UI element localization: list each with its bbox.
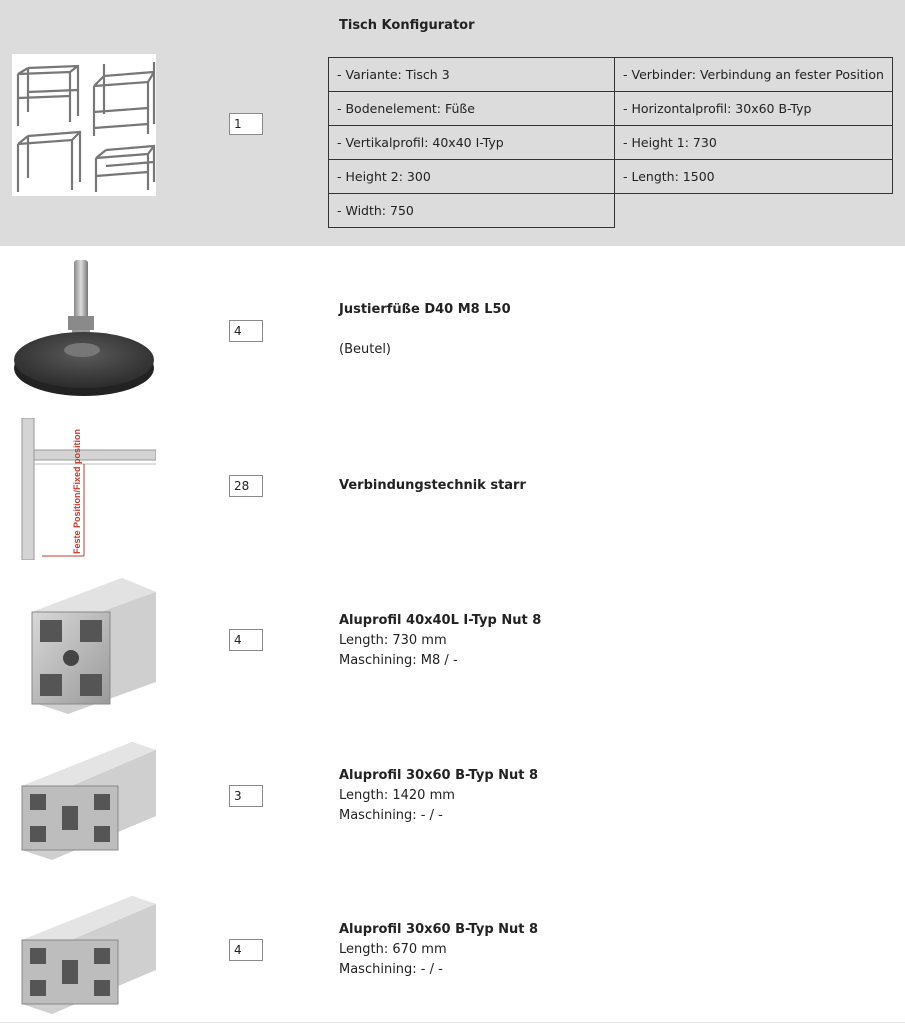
options-row xyxy=(329,194,893,228)
item-name: Aluprofil 30x60 B-Typ Nut 8 xyxy=(339,922,539,937)
options-row xyxy=(329,160,893,194)
fixed-position-label: Feste Position/Fixed position xyxy=(72,428,82,554)
option-height-1: - Height 1: 730 xyxy=(615,126,893,160)
item-row-aluprofil-30x60-1420 xyxy=(0,722,905,876)
item-quantity-input[interactable] xyxy=(229,629,263,651)
option-variante: - Variante: Tisch 3 xyxy=(329,58,615,92)
option-bodenelement: - Bodenelement: Füße xyxy=(329,92,615,126)
option-width: - Width: 750 xyxy=(329,194,615,228)
item-length: Length: 730 mm xyxy=(339,633,447,648)
item-info xyxy=(339,920,538,980)
item-quantity-input[interactable] xyxy=(229,475,263,497)
connector-drawing xyxy=(12,418,156,560)
konfigurator-title: Tisch Konfigurator xyxy=(339,18,475,33)
option-verbinder: - Verbinder: Verbindung an fester Position xyxy=(615,58,893,92)
konfigurator-quantity-input[interactable] xyxy=(229,113,263,135)
leveling-foot-icon xyxy=(12,256,156,404)
option-horizontalprofil: - Horizontalprofil: 30x60 B-Typ xyxy=(615,92,893,126)
options-row xyxy=(329,126,893,160)
item-row-aluprofil-30x60-670 xyxy=(0,876,905,1022)
item-name: Aluprofil 30x60 B-Typ Nut 8 xyxy=(339,768,539,783)
aluprofil-30x60-icon xyxy=(12,890,156,1022)
item-quantity-input[interactable] xyxy=(229,785,263,807)
aluprofil-30x60-icon xyxy=(12,736,156,868)
item-info xyxy=(339,611,541,671)
option-height-2: - Height 2: 300 xyxy=(329,160,615,194)
item-quantity-input[interactable] xyxy=(229,939,263,961)
item-length: Length: 1420 mm xyxy=(339,788,455,803)
option-length: - Length: 1500 xyxy=(615,160,893,194)
item-name: Verbindungstechnik starr xyxy=(339,478,526,493)
options-row xyxy=(329,58,893,92)
item-info xyxy=(339,300,511,360)
item-machining: Maschining: M8 / - xyxy=(339,653,458,668)
konfigurator-row xyxy=(0,0,905,246)
konfigurator-options-table xyxy=(328,57,893,228)
aluprofil-40x40-icon xyxy=(12,572,156,714)
item-note: (Beutel) xyxy=(339,342,392,357)
bottom-divider xyxy=(0,1022,905,1023)
item-length: Length: 670 mm xyxy=(339,942,447,957)
item-info xyxy=(339,476,526,496)
item-machining: Maschining: - / - xyxy=(339,808,443,823)
item-info xyxy=(339,766,538,826)
item-row-verbindungstechnik xyxy=(0,404,905,568)
option-empty xyxy=(615,194,893,228)
item-name: Aluprofil 40x40L I-Typ Nut 8 xyxy=(339,613,542,628)
item-name: Justierfüße D40 M8 L50 xyxy=(339,302,511,317)
table-variants-icon xyxy=(12,54,156,196)
options-row xyxy=(329,92,893,126)
item-machining: Maschining: - / - xyxy=(339,962,443,977)
item-row-justierfuesse xyxy=(0,246,905,404)
item-row-aluprofil-40x40 xyxy=(0,568,905,722)
option-vertikalprofil: - Vertikalprofil: 40x40 I-Typ xyxy=(329,126,615,160)
rigid-connector-icon xyxy=(12,418,156,560)
item-quantity-input[interactable] xyxy=(229,320,263,342)
